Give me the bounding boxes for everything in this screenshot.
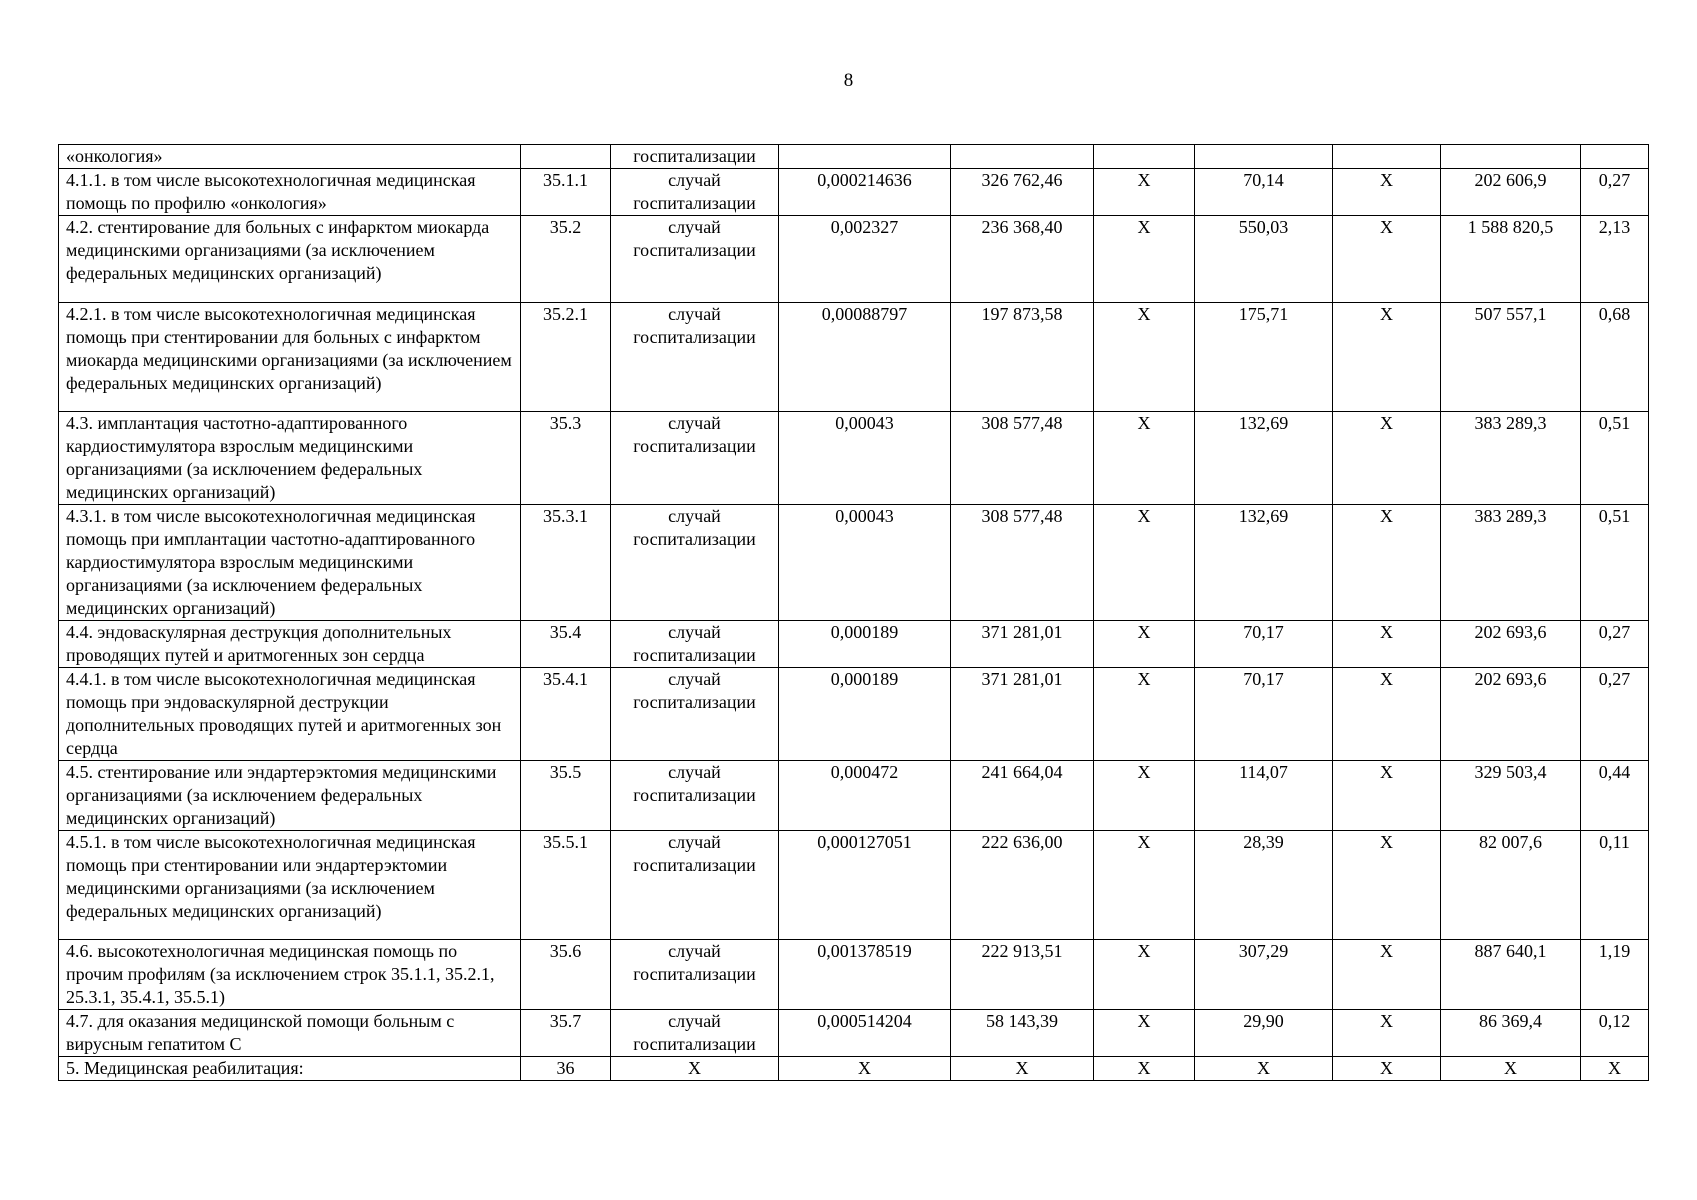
row-col7-cell: Х (1195, 1057, 1333, 1081)
row-col6-cell: Х (1094, 831, 1195, 940)
row-code-cell: 35.3.1 (521, 505, 611, 621)
row-name-cell: 4.2. стентирование для больных с инфарктом миокарда медицинскими организациями (за исключением федеральных медицинских организаций) (59, 216, 521, 303)
row-unit-cell: случай госпитализации (611, 940, 779, 1010)
row-norm-cell: 0,000214636 (779, 169, 951, 216)
row-name-cell: 4.4. эндоваскулярная деструкция дополнительных проводящих путей и аритмогенных зон сердца (59, 621, 521, 668)
row-col6-cell: Х (1094, 412, 1195, 505)
row-col6-cell: Х (1094, 216, 1195, 303)
row-total-cell: 82 007,6 (1441, 831, 1581, 940)
table-row (59, 1057, 1649, 1081)
row-col7-cell: 175,71 (1195, 303, 1333, 412)
row-cost-cell: 241 664,04 (951, 761, 1094, 831)
table-row (59, 145, 1649, 169)
row-unit-cell: случай госпитализации (611, 621, 779, 668)
row-col6-cell: Х (1094, 668, 1195, 761)
row-code-cell: 36 (521, 1057, 611, 1081)
row-col8-cell: Х (1333, 761, 1441, 831)
row-col7-cell: 70,17 (1195, 668, 1333, 761)
row-percent-cell: 2,13 (1581, 216, 1649, 303)
table-body (59, 145, 1649, 1081)
row-norm-cell: 0,00088797 (779, 303, 951, 412)
row-unit-cell: госпитализации (611, 145, 779, 169)
row-norm-cell: 0,000472 (779, 761, 951, 831)
row-col7-cell: 28,39 (1195, 831, 1333, 940)
row-norm-cell: 0,000514204 (779, 1010, 951, 1057)
row-norm-cell (779, 145, 951, 169)
row-col8-cell (1333, 145, 1441, 169)
row-percent-cell: 0,51 (1581, 412, 1649, 505)
row-col7-cell (1195, 145, 1333, 169)
row-col6-cell: Х (1094, 761, 1195, 831)
row-total-cell: 383 289,3 (1441, 412, 1581, 505)
row-code-cell: 35.4.1 (521, 668, 611, 761)
row-code-cell (521, 145, 611, 169)
row-code-cell: 35.4 (521, 621, 611, 668)
row-cost-cell (951, 145, 1094, 169)
row-cost-cell: 222 913,51 (951, 940, 1094, 1010)
row-col6-cell: Х (1094, 940, 1195, 1010)
row-total-cell: 507 557,1 (1441, 303, 1581, 412)
row-total-cell: 1 588 820,5 (1441, 216, 1581, 303)
row-col7-cell: 70,14 (1195, 169, 1333, 216)
row-col7-cell: 70,17 (1195, 621, 1333, 668)
row-norm-cell: 0,002327 (779, 216, 951, 303)
table-row (59, 621, 1649, 668)
table-row (59, 940, 1649, 1010)
row-unit-cell: случай госпитализации (611, 505, 779, 621)
row-percent-cell (1581, 145, 1649, 169)
table-row (59, 1010, 1649, 1057)
row-cost-cell: 58 143,39 (951, 1010, 1094, 1057)
row-unit-cell: случай госпитализации (611, 1010, 779, 1057)
row-name-cell: 4.5.1. в том числе высокотехнологичная медицинская помощь при стентировании или эндартерэктомии медицинскими организациями (за исключением федеральных медицинских организаций) (59, 831, 521, 940)
page-number: 8 (843, 70, 854, 91)
row-norm-cell: 0,00043 (779, 505, 951, 621)
row-total-cell (1441, 145, 1581, 169)
row-unit-cell: случай госпитализации (611, 831, 779, 940)
row-name-cell: 4.5. стентирование или эндартерэктомия медицинскими организациями (за исключением федеральных медицинских организаций) (59, 761, 521, 831)
row-percent-cell: 0,27 (1581, 169, 1649, 216)
row-col6-cell: Х (1094, 169, 1195, 216)
row-col8-cell: Х (1333, 216, 1441, 303)
row-cost-cell: 308 577,48 (951, 505, 1094, 621)
table-row (59, 216, 1649, 303)
row-unit-cell: случай госпитализации (611, 169, 779, 216)
row-unit-cell: Х (611, 1057, 779, 1081)
row-col8-cell: Х (1333, 505, 1441, 621)
row-col6-cell: Х (1094, 1057, 1195, 1081)
row-col8-cell: Х (1333, 1010, 1441, 1057)
table-row (59, 505, 1649, 621)
row-col7-cell: 114,07 (1195, 761, 1333, 831)
row-name-cell: 4.4.1. в том числе высокотехнологичная медицинская помощь при эндоваскулярной деструкции дополнительных проводящих путей и аритмогенных зон сердца (59, 668, 521, 761)
row-code-cell: 35.1.1 (521, 169, 611, 216)
row-unit-cell: случай госпитализации (611, 412, 779, 505)
row-code-cell: 35.2.1 (521, 303, 611, 412)
row-col7-cell: 307,29 (1195, 940, 1333, 1010)
row-total-cell: 887 640,1 (1441, 940, 1581, 1010)
row-unit-cell: случай госпитализации (611, 303, 779, 412)
row-col6-cell: Х (1094, 1010, 1195, 1057)
row-total-cell: 329 503,4 (1441, 761, 1581, 831)
row-code-cell: 35.6 (521, 940, 611, 1010)
row-col6-cell: Х (1094, 621, 1195, 668)
row-code-cell: 35.5 (521, 761, 611, 831)
row-percent-cell: 0,27 (1581, 668, 1649, 761)
row-code-cell: 35.7 (521, 1010, 611, 1057)
row-norm-cell: 0,000127051 (779, 831, 951, 940)
row-name-cell: 4.2.1. в том числе высокотехнологичная медицинская помощь при стентировании для больных с инфарктом миокарда медицинскими организациями (за исключением федеральных медицинских организаций) (59, 303, 521, 412)
row-percent-cell: 1,19 (1581, 940, 1649, 1010)
row-col8-cell: Х (1333, 940, 1441, 1010)
row-name-cell: 5. Медицинская реабилитация: (59, 1057, 521, 1081)
row-cost-cell: 197 873,58 (951, 303, 1094, 412)
row-norm-cell: 0,000189 (779, 668, 951, 761)
row-total-cell: Х (1441, 1057, 1581, 1081)
row-cost-cell: 371 281,01 (951, 668, 1094, 761)
row-code-cell: 35.5.1 (521, 831, 611, 940)
data-table-container (58, 144, 1648, 1081)
table-row (59, 169, 1649, 216)
row-col8-cell: Х (1333, 668, 1441, 761)
row-cost-cell: Х (951, 1057, 1094, 1081)
row-cost-cell: 371 281,01 (951, 621, 1094, 668)
row-percent-cell: 0,11 (1581, 831, 1649, 940)
row-name-cell: 4.3.1. в том числе высокотехнологичная медицинская помощь при имплантации частотно-адаптированного кардиостимулятора взрослым медицинскими организациями (за исключением федеральных медицинских организаций) (59, 505, 521, 621)
row-code-cell: 35.3 (521, 412, 611, 505)
row-name-cell: 4.3. имплантация частотно-адаптированного кардиостимулятора взрослым медицинскими организациями (за исключением федеральных медицинских организаций) (59, 412, 521, 505)
row-col8-cell: Х (1333, 303, 1441, 412)
row-col8-cell: Х (1333, 412, 1441, 505)
table-row (59, 831, 1649, 940)
row-cost-cell: 222 636,00 (951, 831, 1094, 940)
row-percent-cell: 0,51 (1581, 505, 1649, 621)
row-col6-cell: Х (1094, 303, 1195, 412)
row-code-cell: 35.2 (521, 216, 611, 303)
table-row (59, 303, 1649, 412)
row-col8-cell: Х (1333, 831, 1441, 940)
row-unit-cell: случай госпитализации (611, 668, 779, 761)
row-percent-cell: 0,12 (1581, 1010, 1649, 1057)
row-unit-cell: случай госпитализации (611, 216, 779, 303)
row-norm-cell: 0,00043 (779, 412, 951, 505)
row-col7-cell: 550,03 (1195, 216, 1333, 303)
row-total-cell: 202 693,6 (1441, 621, 1581, 668)
row-col6-cell: Х (1094, 505, 1195, 621)
row-total-cell: 383 289,3 (1441, 505, 1581, 621)
data-table (58, 144, 1649, 1081)
row-percent-cell: Х (1581, 1057, 1649, 1081)
row-name-cell: «онкология» (59, 145, 521, 169)
row-total-cell: 202 606,9 (1441, 169, 1581, 216)
row-percent-cell: 0,44 (1581, 761, 1649, 831)
row-col8-cell: Х (1333, 621, 1441, 668)
row-col6-cell (1094, 145, 1195, 169)
row-total-cell: 202 693,6 (1441, 668, 1581, 761)
row-norm-cell: Х (779, 1057, 951, 1081)
row-cost-cell: 326 762,46 (951, 169, 1094, 216)
row-norm-cell: 0,000189 (779, 621, 951, 668)
row-col7-cell: 29,90 (1195, 1010, 1333, 1057)
row-cost-cell: 308 577,48 (951, 412, 1094, 505)
row-name-cell: 4.6. высокотехнологичная медицинская помощь по прочим профилям (за исключением строк 35.1.1, 35.2.1, 25.3.1, 35.4.1, 35.5.1) (59, 940, 521, 1010)
table-row (59, 668, 1649, 761)
table-row (59, 761, 1649, 831)
row-cost-cell: 236 368,40 (951, 216, 1094, 303)
row-percent-cell: 0,68 (1581, 303, 1649, 412)
row-col8-cell: Х (1333, 169, 1441, 216)
row-name-cell: 4.7. для оказания медицинской помощи больным с вирусным гепатитом С (59, 1010, 521, 1057)
row-unit-cell: случай госпитализации (611, 761, 779, 831)
row-col7-cell: 132,69 (1195, 412, 1333, 505)
row-norm-cell: 0,001378519 (779, 940, 951, 1010)
row-name-cell: 4.1.1. в том числе высокотехнологичная медицинская помощь по профилю «онкология» (59, 169, 521, 216)
row-percent-cell: 0,27 (1581, 621, 1649, 668)
row-col8-cell: Х (1333, 1057, 1441, 1081)
row-col7-cell: 132,69 (1195, 505, 1333, 621)
table-row (59, 412, 1649, 505)
row-total-cell: 86 369,4 (1441, 1010, 1581, 1057)
